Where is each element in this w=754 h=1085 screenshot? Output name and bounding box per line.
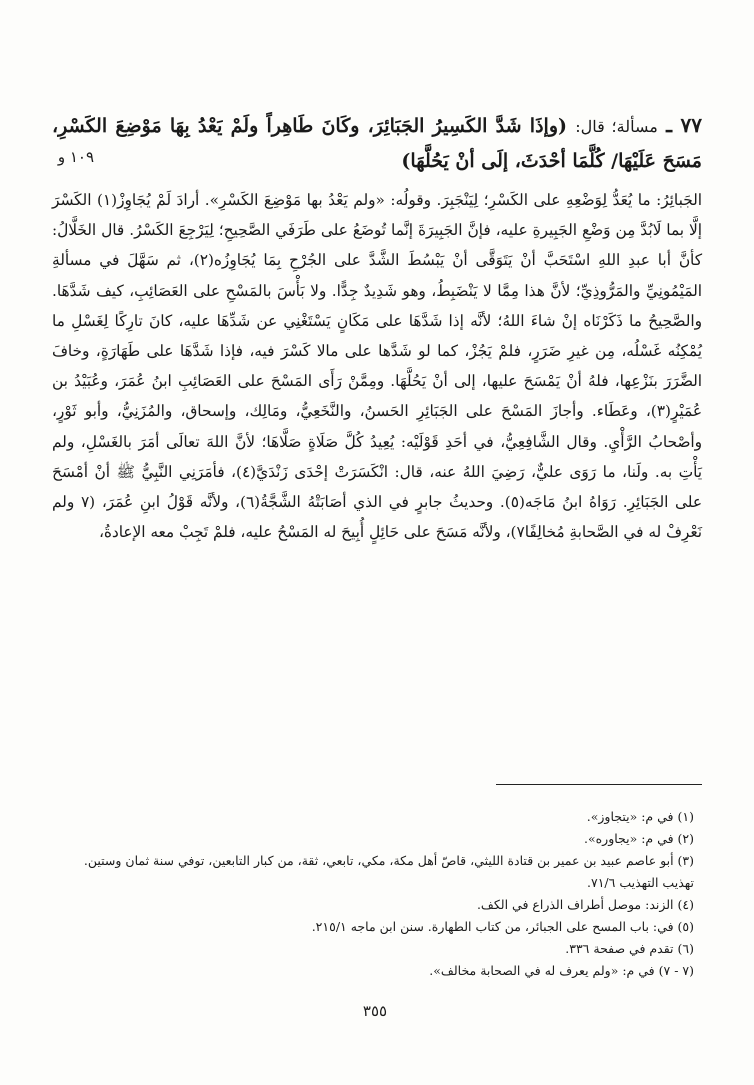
footnotes [54, 806, 694, 982]
footnote-5: (٥) في: باب المسح على الجبائر، من كتاب الطهارة. سنن ابن ماجه ٢١٥/١. [311, 919, 694, 934]
issue-intro: مسألة؛ قال: [575, 117, 658, 136]
issue-heading [52, 108, 702, 178]
footnote-1: (١) في م: «يتجاوز». [586, 809, 694, 824]
footnote-separator [496, 784, 702, 785]
footnote-2: (٢) في م: «يجاوره». [584, 831, 694, 846]
body-paragraph: الجَبائِرُ: ما يُعَدُّ لِوَضْعِهِ على الكَسْرِ؛ لِيَنْجَبِرَ. وقولُه: «ولم يَعْدُ بها مَوْضِعَ الكَسْرِ». أرادَ لَمْ يُجَاوِزْ(١) الكَسْرَ إلَّا بما لَابُدَّ مِن وَضْعِ الجَبِيرةِ عليه، فإنَّ الجَبِيرَةَ إنَّما تُوضَعُ على طَرَفَي الصَّحِيحِ؛ لِيَرْجِعَ الكَسْرُ. قال الخَلَّالُ: كأنَّ أبا عبدِ اللهِ اسْتَحَبَّ أنْ يَتَوَقَّى أنْ يَبْسُطَ الشَّدَّ على الجُرْحِ بِمَا يُجَاوِزُه(٢)، ثم سَهَّلَ في مسألةِ المَيْمُونِيِّ والمَرُّوذِيِّ؛ لأنَّ هذا مِمَّا لا يَنْضَبِطُ، وهو شَدِيدٌ جِدًّا. ولا بَأْسَ بالمَسْحِ على العَصَائِبِ، كيف شَدَّهَا. والصَّحِيحُ ما ذَكَرْنَاه إنْ شاءَ اللهُ؛ لأنَّه إذا شَدَّهَا على مَكَانٍ يَسْتَغْنِي عن شَدِّهَا عليه، كانَ تارِكًا لِغَسْلِ ما يُمْكِنُه غَسْلُه، مِن غيرِ ضَرَرٍ، فلمْ يَجُزْ، كما لو شَدَّها على مالا كَسْرَ فيه، فإذا شَدَّهَا على طَهَارَةٍ، وخافَ الضَّرَرَ بنَزْعِها، فلهُ أنْ يَمْسَحَ عليها، إلى أنْ يَحُلَّهَا. ومِمَّنْ رَأَى المَسْحَ على العَصَائِبِ ابنُ عُمَرَ، وعُبَيْدُ بن عُمَيْرٍ(٣)، وعَطَاء. وأجازَ المَسْحَ على الجَبَائِرِ الحَسنُ، والنَّخَعِيُّ، ومَالِك، وإسحاق، والمُزَنِيُّ، وأبو ثَوْرٍ، وأصْحابُ الرَّأْيِ. وقال الشَّافِعِيُّ، في أحَدِ قَوْلَيْه: يُعِيدُ كُلَّ صَلَاةٍ صَلَّاهَا؛ لأنَّ اللهَ تعالَى أمَرَ بالغَسْلِ، ولم يَأْتِ به. ولَنا، ما رَوَى عليٌّ، رَضِيَ اللهُ عنه، قال: انْكَسَرَتْ إحْدَى زَنْدَيَّ(٤)، فأمَرَنِي النَّبِيُّ ﷺ أنْ أمْسَحَ على الجَبَائِرِ. رَوَاهُ ابنُ مَاجَه(٥). وحديثُ جابرٍ في الذي أصَابَتْهُ الشَّجَّةُ(٦)، ولأنَّه قَوْلُ ابنِ عُمَرَ، (٧ ولم نَعْرِفْ له في الصَّحابةِ مُخالِفًا٧)، ولأنَّه مَسَحَ على حَائِلٍ أُبِيحَ له المَسْحُ عليه، فلمْ تَجِبْ معه الإعادةُ، [52, 191, 703, 542]
folio-marker: ١٠٩ و [57, 148, 94, 166]
footnote-3: (٣) أبو عاصم عبيد بن عمير بن قتادة الليثي، قاصّ أهل مكة، مكي، تابعي، ثقة، من كبار التابعين، توفي سنة ثمان وستين. تهذيب التهذيب ٧١/٦. [83, 853, 694, 890]
issue-text: (وإذَا شَدَّ الكَسِيرُ الجَبَائِرَ، وكَانَ طَاهِراً ولَمْ يَعْدُ بِهَا مَوْضِعَ الكَسْرِ، مَسَحَ عَلَيْهَا/ كُلَّمَا أحْدَثَ، إلَى أنْ يَحُلَّهَا) [52, 115, 702, 172]
footnote-6: (٦) تقدم في صفحة ٣٣٦. [565, 941, 694, 956]
footnote-7: (٧ - ٧) في م: «ولم يعرف له في الصحابة مخالف». [429, 963, 694, 978]
footnote-4: (٤) الزند: موصل أطراف الذراع في الكف. [476, 897, 694, 912]
page-number: ٣٥٥ [362, 1002, 388, 1020]
issue-number: ٧٧ ـ [666, 113, 703, 137]
main-text [52, 185, 702, 547]
